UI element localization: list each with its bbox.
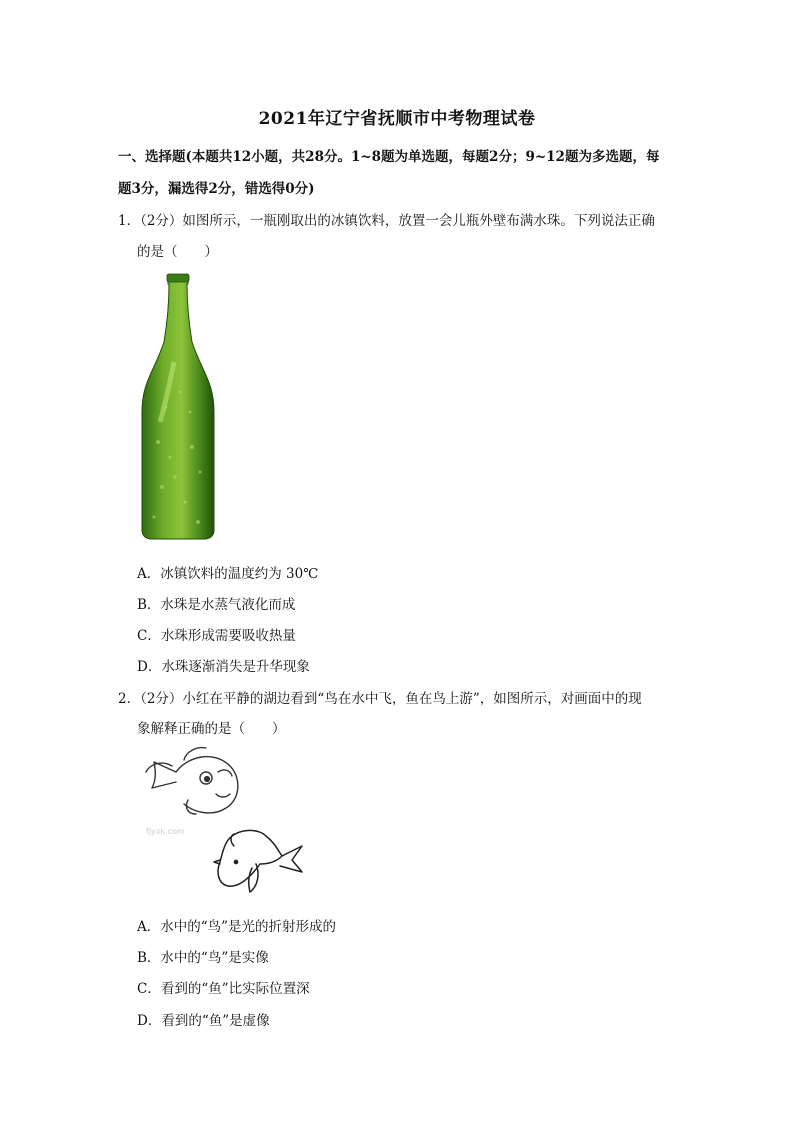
page-title: 2021年辽宁省抚顺市中考物理试卷 [258, 109, 536, 129]
fish-and-bird-drawing [136, 742, 312, 906]
question-1-option-c: C．水珠形成需要吸收热量 [137, 628, 296, 644]
question-2-option-d: D．看到的“鱼”是虚像 [137, 1013, 270, 1029]
question-1-option-b: B．水珠是水蒸气液化而成 [137, 597, 296, 613]
question-1-option-a: A．冰镇饮料的温度约为 30℃ [137, 566, 319, 582]
svg-text:fjyxk.com: fjyxk.com [146, 827, 185, 836]
question-1-stem-line1: 1．（2分）如图所示，一瓶刚取出的冰镇饮料，放置一会儿瓶外壁布满水珠。下列说法正确 [118, 213, 655, 229]
question-2-option-c: C．看到的“鱼”比实际位置深 [137, 981, 310, 997]
question-2-stem-line1: 2．（2分）小红在平静的湖边看到“鸟在水中飞，鱼在鸟上游”，如图所示，对画面中的现 [118, 691, 642, 707]
question-2-option-b: B．水中的“鸟”是实像 [137, 950, 269, 966]
question-2-stem-line2: 象解释正确的是（ ） [137, 721, 286, 737]
green-bottle-image [140, 272, 218, 540]
section-heading-line1: 一、选择题(本题共12小题，共28分。1~8题为单选题，每题2分；9~12题为多选题，每 [118, 149, 660, 165]
section-heading-line2: 题3分，漏选得2分，错选得0分) [118, 181, 315, 197]
question-1-stem-line2: 的是（ ） [137, 244, 218, 260]
question-1-option-d: D．水珠逐渐消失是升华现象 [137, 659, 310, 675]
question-2-option-a: A．水中的“鸟”是光的折射形成的 [137, 919, 337, 935]
